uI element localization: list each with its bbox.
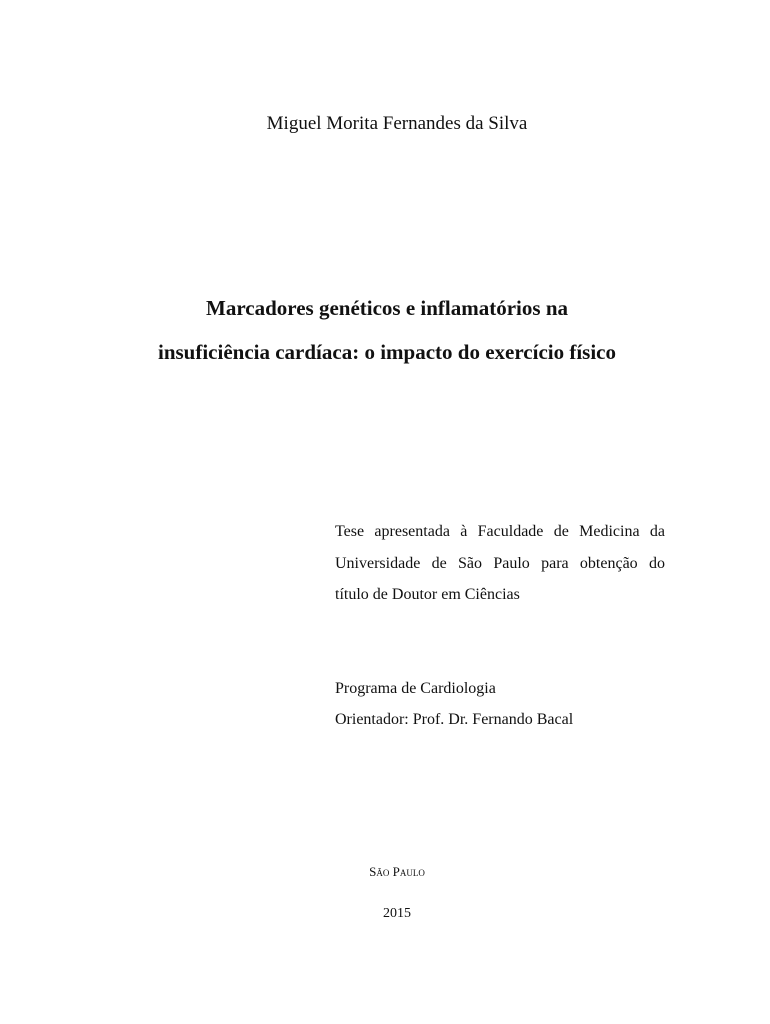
thesis-description	[335, 516, 665, 611]
program-name: Programa de Cardiologia	[335, 680, 496, 697]
description-line-1: Tese apresentada à Faculdade de Medicina da	[335, 523, 665, 540]
advisor-name: Orientador: Prof. Dr. Fernando Bacal	[335, 711, 574, 728]
city-name: São Paulo	[369, 864, 425, 879]
description-line-2: Universidade de São Paulo para obtenção do	[335, 554, 665, 572]
thesis-title-line-1: Marcadores genéticos e inflamatórios na	[206, 296, 568, 320]
description-line-3: título de Doutor em Ciências	[335, 586, 520, 603]
thesis-title	[0, 286, 770, 374]
program-info	[335, 673, 665, 735]
author-name: Miguel Morita Fernandes da Silva	[266, 113, 528, 134]
thesis-title-line-2: insuficiência cardíaca: o impacto do exercício físico	[157, 340, 617, 364]
publication-year: 2015	[383, 906, 411, 921]
